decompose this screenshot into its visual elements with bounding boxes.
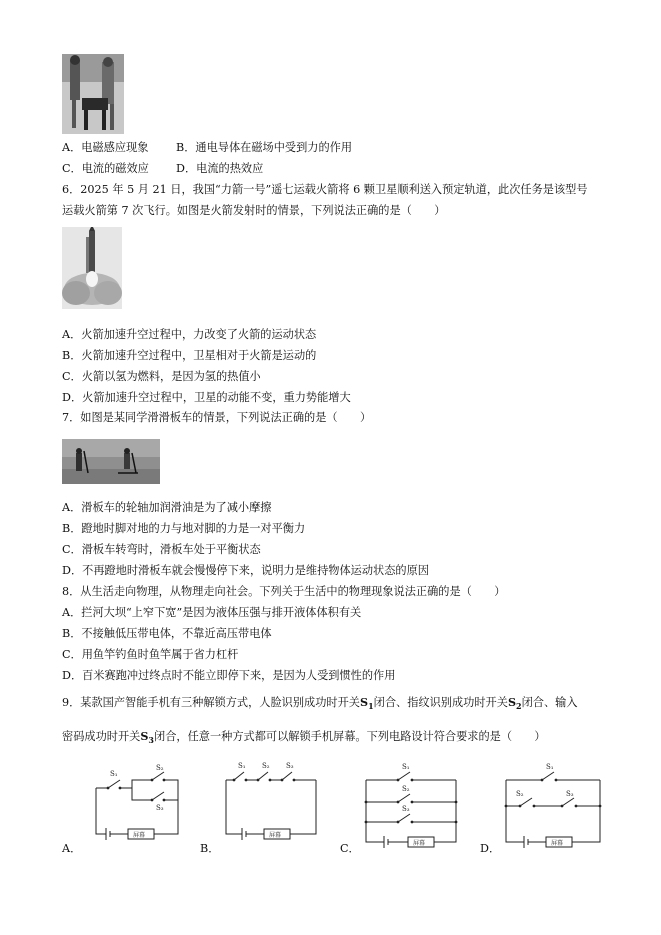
circuit-d-load-label: 屏幕 [551,840,564,847]
circuit-diagram-b [210,758,330,858]
q7-option-c: C．滑板车转弯时，滑板车处于平衡状态 [62,543,261,556]
circuit-b-load-label: 屏幕 [269,832,282,839]
circuit-b-s2-label: S₂ [262,762,270,770]
circuit-c-load-label: 屏幕 [413,840,426,847]
q5-option-c: C．电流的磁效应 [62,162,149,175]
q6-option-a: A．火箭加速升空过程中，力改变了火箭的运动状态 [62,328,317,341]
q9-option-a: A． [62,842,82,855]
q8-option-b: B．不接触低压带电体，不靠近高压带电体 [62,627,272,640]
q6-stem-line2: 运载火箭第 7 次飞行。如图是火箭发射时的情景，下列说法正确的是（ ） [62,204,446,217]
q8-option-a: A．拦河大坝“上窄下宽”是因为液体压强与排开液体体积有关 [62,606,362,619]
q9-stem-line2: 密码成功时开关$S_3$闭合，任意一种方式都可以解锁手机屏幕。下列电路设计符合要求的是（ ） [62,729,546,746]
circuit-c-s2-label: S₂ [402,785,410,793]
q6-stem-line1: 6．2025 年 5 月 21 日，我国“力箭一号”遥七运载火箭将 6 颗卫星顺利送入预定轨道，此次任务是该型号 [62,183,588,196]
q5-option-a: A．电磁感应现象 [62,141,149,154]
q6-option-c: C．火箭以氢为燃料，是因为氢的热值小 [62,370,261,383]
q9-option-d: D． [480,842,501,855]
circuit-a-s3-label: S₃ [156,804,164,812]
circuit-b-s3-label: S₃ [286,762,294,770]
circuit-d-s2-label: S₂ [516,790,524,798]
circuit-diagram-d [490,758,620,858]
q6-option-b: B．火箭加速升空过程中，卫星相对于火箭是运动的 [62,349,317,362]
q7-stem: 7．如图是某同学滑滑板车的情景，下列说法正确的是（ ） [62,411,372,424]
circuit-c-s3-label: S₃ [402,805,410,813]
q9-stem-line1: 9．某款国产智能手机有三种解锁方式，人脸识别成功时开关$S_1$闭合、指纹识别成功时开关$S_2$闭合、输入 [62,695,578,712]
switch-s3-symbol: $S_3$ [140,729,154,746]
q5-option-d: D．电流的热效应 [176,162,264,175]
q8-option-d: D．百米赛跑冲过终点时不能立即停下来，是因为人受到惯性的作用 [62,669,396,682]
switch-s1-symbol: $S_1$ [360,695,374,712]
q7-option-b: B．蹬地时脚对地的力与地对脚的力是一对平衡力 [62,522,306,535]
circuit-diagram-c [350,758,470,858]
q8-stem: 8．从生活走向物理，从物理走向社会。下列关于生活中的物理现象说法正确的是（ ） [62,585,506,598]
q5-option-b: B．通电导体在磁场中受到力的作用 [176,141,353,154]
q7-option-a: A．滑板车的轮轴加润滑油是为了减小摩擦 [62,501,272,514]
circuit-d-s3-label: S₃ [566,790,574,798]
circuit-a-load-label: 屏幕 [133,832,146,839]
circuit-a-s1-label: S₁ [110,770,118,778]
switch-s2-symbol: $S_2$ [507,695,522,712]
circuit-a-s2-label: S₂ [156,764,164,772]
q8-option-c: C．用鱼竿钓鱼时鱼竿属于省力杠杆 [62,648,239,661]
rocket-launch-photo [62,227,122,309]
q7-option-d: D．不再蹬地时滑板车就会慢慢停下来，说明力是维持物体运动状态的原因 [62,564,429,577]
robot-dog-photo [62,54,124,134]
q6-option-d: D．火箭加速升空过程中，卫星的动能不变，重力势能增大 [62,391,351,404]
circuit-b-s1-label: S₁ [238,762,246,770]
scooter-photo [62,439,160,484]
q9-option-b: B． [200,842,220,855]
circuit-d-s1-label: S₁ [546,763,554,771]
circuit-c-s1-label: S₁ [402,763,410,771]
q9-option-c: C． [340,842,360,855]
